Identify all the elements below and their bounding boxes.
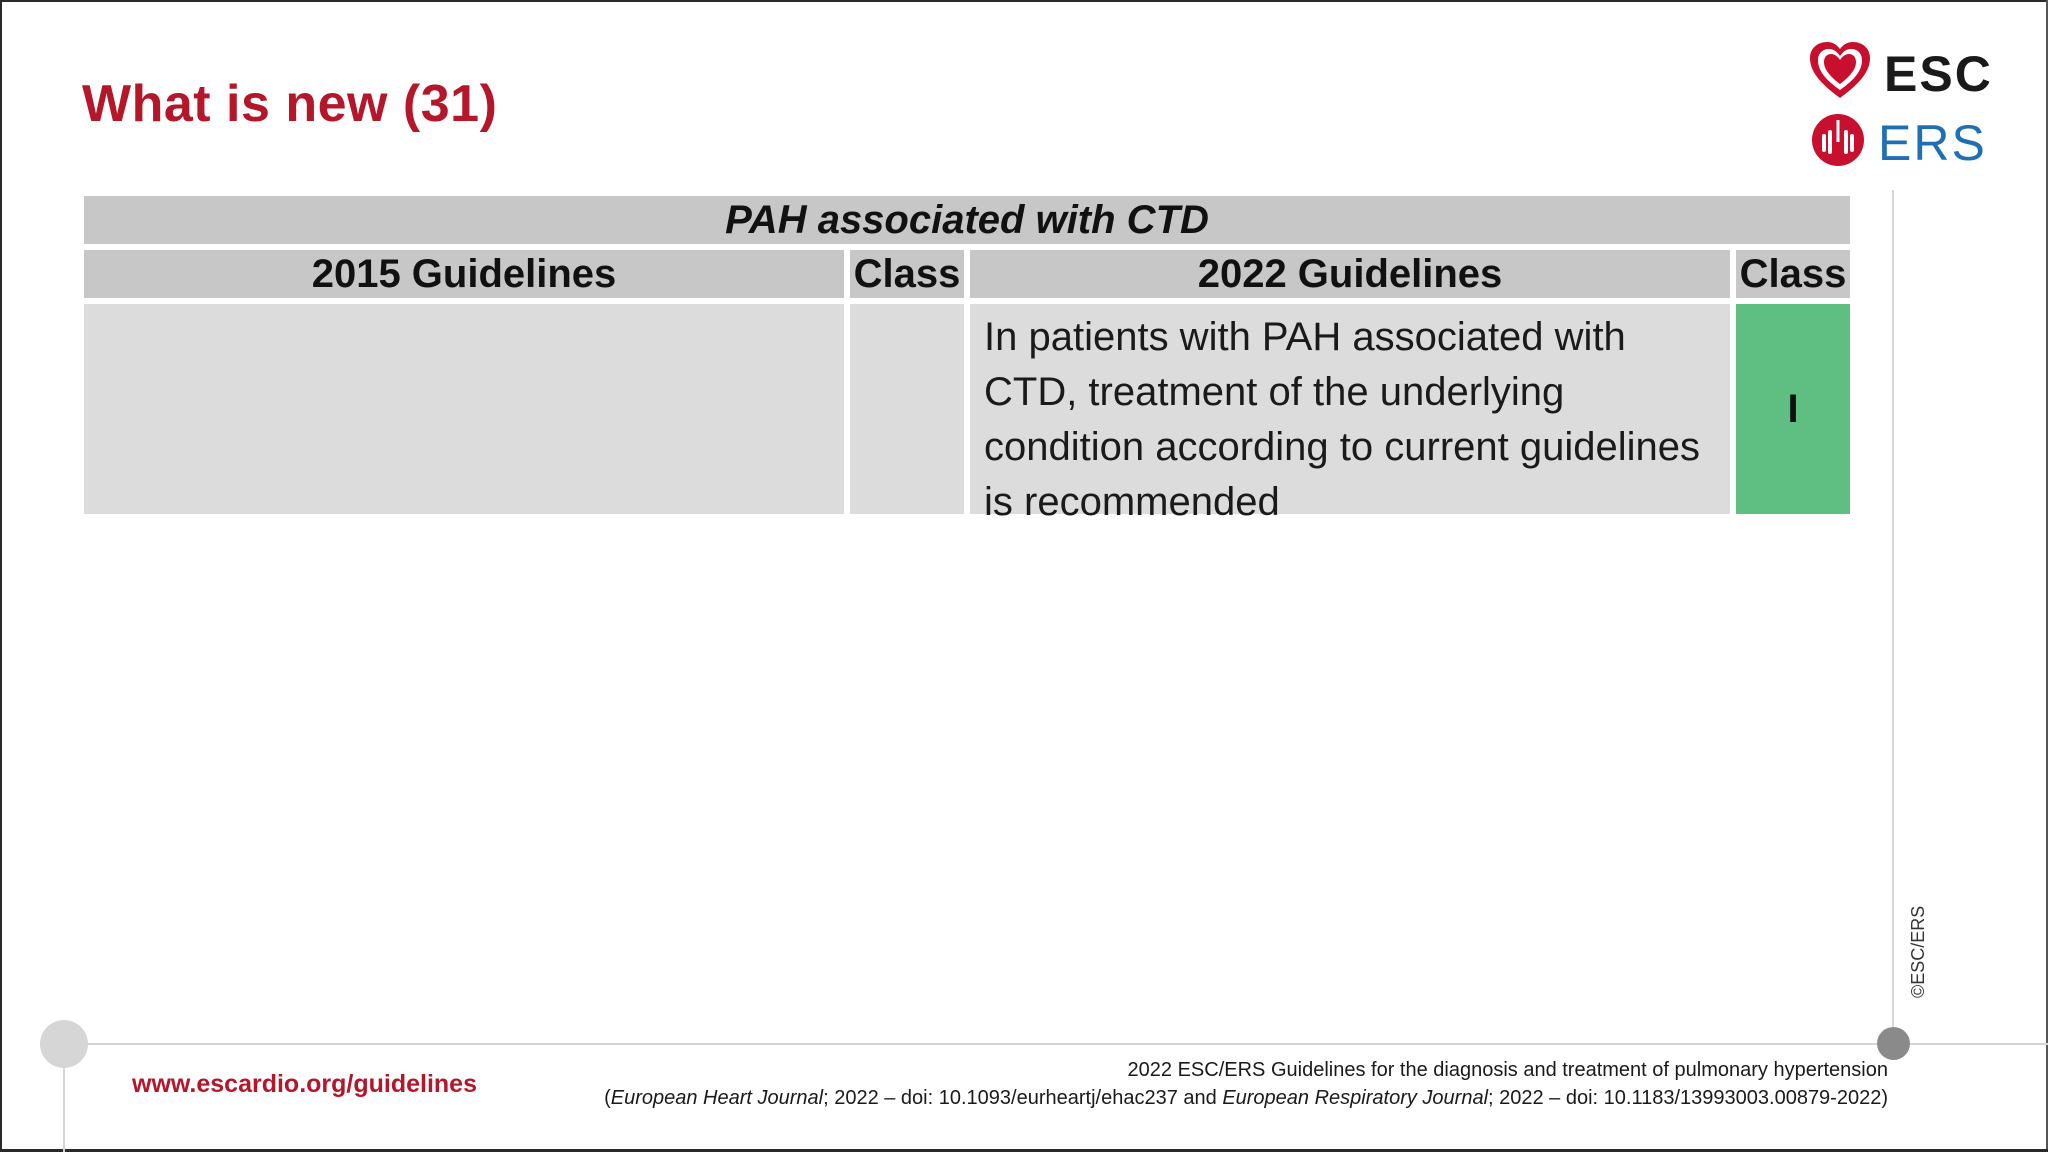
column-header-2015-guidelines: 2015 Guidelines	[84, 250, 844, 298]
citation-open: (	[604, 1087, 611, 1109]
footer-divider	[64, 1043, 2048, 1045]
esc-logo	[1808, 40, 1993, 107]
frame-left-border	[0, 0, 2, 1152]
table-column-headers	[84, 250, 1850, 298]
slide-title: What is new (31)	[82, 75, 498, 133]
copyright-label: ©ESC/ERS	[1908, 905, 1928, 998]
citation-line-1: 2022 ESC/ERS Guidelines for the diagnosis and treatment of pulmonary hypertension	[1127, 1059, 1888, 1081]
table-section-title: PAH associated with CTD	[84, 196, 1850, 244]
ers-logo	[1810, 112, 1987, 173]
esc-logo-text: ESC	[1884, 45, 1993, 102]
footer-url-link[interactable]: www.escardio.org/guidelines	[132, 1070, 477, 1098]
right-divider	[1892, 190, 1894, 1042]
citation-doi-2: ; 2022 – doi: 10.1183/13993003.00879-2022)	[1488, 1087, 1888, 1109]
citation-line-2	[604, 1084, 1888, 1112]
cell-2015-guideline	[84, 304, 844, 514]
heart-icon	[1808, 40, 1872, 107]
ers-logo-text: ERS	[1878, 114, 1987, 171]
lungs-icon	[1810, 112, 1866, 173]
footer-left-dot	[40, 1020, 88, 1068]
citation-doi-1: ; 2022 – doi: 10.1093/eurheartj/ehac237 and	[823, 1087, 1223, 1109]
citation-journal-2: European Respiratory Journal	[1222, 1087, 1489, 1109]
footer-citation	[604, 1056, 1888, 1112]
citation-journal-1: European Heart Journal	[610, 1087, 824, 1109]
table-row	[84, 304, 1850, 524]
cell-2015-class	[850, 304, 964, 514]
column-header-2022-guidelines: 2022 Guidelines	[970, 250, 1730, 298]
column-header-2015-class: Class	[850, 250, 964, 298]
cell-2022-guideline: In patients with PAH associated with CTD, treatment of the underlying condition according to current guidelines is recommended	[970, 304, 1730, 514]
frame-top-border	[0, 0, 2048, 2]
guidelines-table	[84, 196, 1850, 524]
column-header-2022-class: Class	[1736, 250, 1850, 298]
cell-2022-class-badge: I	[1736, 304, 1850, 514]
